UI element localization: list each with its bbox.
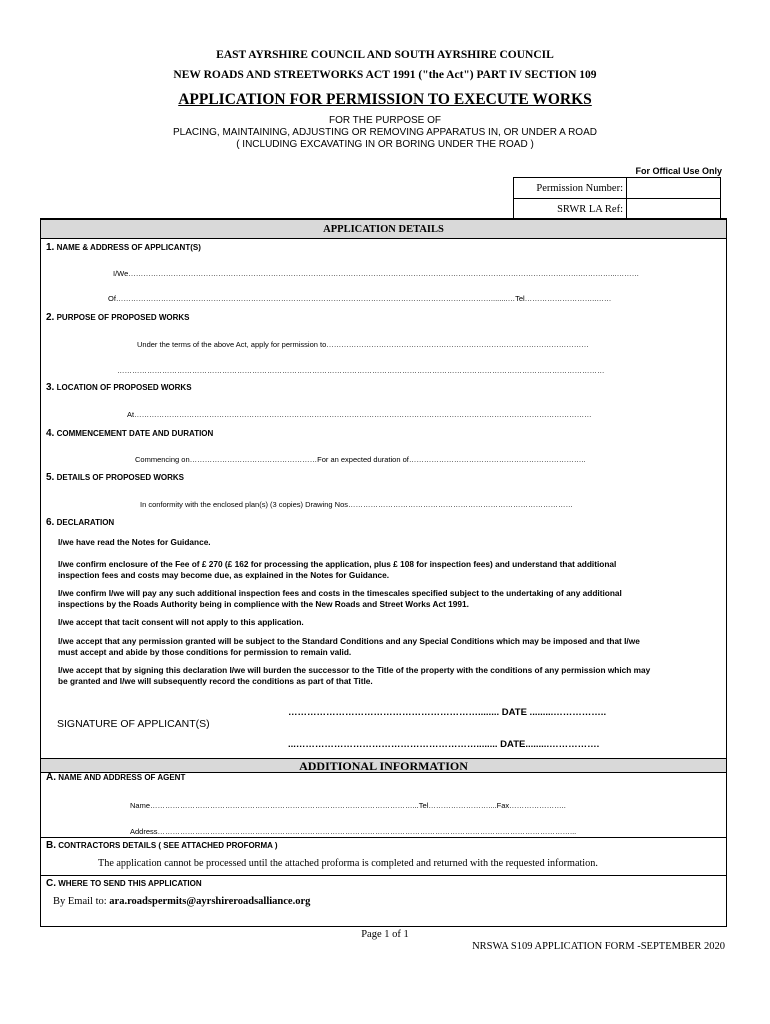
signature-line-1[interactable]: ……………………………………………………........ DATE .........…………….. (288, 707, 607, 718)
agent-name-field[interactable]: Name……………………………………………………………………………………………...Tel……………………....Fax………………….. (130, 801, 566, 810)
purpose-line-2: PLACING, MAINTAINING, ADJUSTING OR REMOVING APPARATUS IN, OR UNDER A ROAD (173, 127, 597, 138)
purpose-field[interactable]: Under the terms of the above Act, apply for permission to…………………………………………………………………………………………… (137, 340, 589, 349)
srwr-ref-label: SRWR LA Ref: (514, 199, 627, 220)
email-prefix: By Email to: (53, 896, 107, 907)
location-field[interactable]: At………………………………………………………………………………………………………………………………………………………………… (127, 410, 592, 419)
divider-b (41, 837, 726, 838)
section-4-title: COMMENCEMENT DATE AND DURATION (56, 429, 214, 438)
signature-label: SIGNATURE OF APPLICANT(S) (57, 718, 210, 730)
applicant-name-field[interactable]: I/We……………………………………………………………………………………………………………………………………………………………….…………...……… (113, 269, 640, 278)
official-use-table (513, 177, 721, 220)
commencement-duration-field[interactable]: Commencing on……………………………………………For an expected duration of…………………………………………………………….. (135, 455, 586, 464)
section-1-heading (46, 242, 201, 253)
section-b-heading (46, 840, 278, 851)
section-2-title: PURPOSE OF PROPOSED WORKS (56, 313, 190, 322)
section-2-number: 2. (46, 312, 55, 323)
official-use-label: For Offical Use Only (635, 166, 722, 176)
section-a-letter: A. (46, 772, 56, 783)
council-heading: EAST AYRSHIRE COUNCIL AND SOUTH AYRSHIRE COUNCIL (216, 49, 554, 61)
purpose-line-1: FOR THE PURPOSE OF (328, 115, 442, 126)
declaration-fee: I/we confirm enclosure of the Fee of £ 270 (£ 162 for processing the application, plus £ 108 for inspection fees) and understand that additional inspection fees and costs may become due, as explained in the Notes for Guidance. (58, 559, 617, 580)
form-title: APPLICATION FOR PERMISSION TO EXECUTE WORKS (178, 91, 592, 108)
section-c-heading (46, 878, 202, 889)
page-number: Page 1 of 1 (361, 929, 409, 940)
drawing-numbers-field[interactable]: In conformity with the enclosed plan(s) (3 copies) Drawing Nos……………………………………………………………………………… (140, 500, 574, 509)
email-link[interactable]: ara.roadspermits@ayrshireroadsalliance.org (109, 896, 311, 907)
permission-number-field[interactable] (627, 178, 721, 199)
section-4-number: 4. (46, 428, 55, 439)
form-identifier: NRSWA S109 APPLICATION FORM -SEPTEMBER 2020 (472, 941, 725, 952)
declaration-tacit-consent: I/we accept that tacit consent will not apply to this application. (58, 617, 304, 627)
contractor-proforma-note: The application cannot be processed until the attached proforma is completed and returned with the requested information. (98, 858, 598, 869)
signature-line-2[interactable]: ...…………………………………………………........ DATE.........……………. (288, 739, 600, 750)
section-b-title: CONTRACTORS DETAILS ( SEE ATTACHED PROFORMA ) (58, 841, 278, 850)
section-3-number: 3. (46, 382, 55, 393)
section-3-title: LOCATION OF PROPOSED WORKS (56, 383, 192, 392)
declaration-additional-fees: I/we confirm I/we will pay any such additional inspection fees and costs in the timescales specified subject to the undertaking of any additional inspections by the Roads Authority being in complience with the New Roads and Street Works Act 1991. (58, 588, 622, 609)
additional-information-heading: ADDITIONAL INFORMATION (41, 758, 726, 773)
section-6-heading (46, 517, 114, 528)
act-heading: NEW ROADS AND STREETWORKS ACT 1991 ("the Act") PART IV SECTION 109 (173, 69, 597, 81)
section-a-title: NAME AND ADDRESS OF AGENT (58, 773, 186, 782)
section-5-title: DETAILS OF PROPOSED WORKS (56, 473, 184, 482)
declaration-conditions: I/we accept that any permission granted will be subject to the Standard Conditions and any Special Conditions which may be imposed and that I/we must accept and abide by those conditions for permission to remain valid. (58, 636, 640, 657)
section-4-heading (46, 428, 213, 439)
divider-c (41, 875, 726, 876)
section-b-letter: B. (46, 840, 56, 851)
section-c-title: WHERE TO SEND THIS APPLICATION (58, 879, 202, 888)
declaration-title-burden: I/we accept that by signing this declaration I/we will burden the successor to the Title of the property with the conditions of any permission which may be granted and I/we will subsequently record the conditions as part of that Title. (58, 665, 651, 686)
purpose-line-3: ( INCLUDING EXCAVATING IN OR BORING UNDER THE ROAD ) (236, 139, 534, 150)
application-details-heading: APPLICATION DETAILS (41, 219, 726, 239)
section-1-title: NAME & ADDRESS OF APPLICANT(S) (56, 243, 201, 252)
agent-address-field[interactable]: Address…………………………………………………………………………………………………………………………………………………... (130, 827, 577, 836)
section-6-number: 6. (46, 517, 55, 528)
section-c-letter: C. (46, 878, 56, 889)
email-instruction (53, 896, 310, 907)
section-2-heading (46, 312, 189, 323)
section-a-heading (46, 772, 185, 783)
section-5-number: 5. (46, 472, 55, 483)
srwr-ref-field[interactable] (627, 199, 721, 220)
purpose-field-continued[interactable]: …………………………………………………………………………………………………………………………………………………………………………… (117, 366, 605, 375)
permission-number-label: Permission Number: (514, 178, 627, 199)
section-3-heading (46, 382, 192, 393)
applicant-address-field[interactable]: Of……………………………………………………………………………………………………………………………………........…Tel………………………..…… (108, 294, 612, 303)
declaration-notes: I/we have read the Notes for Guidance. (58, 537, 211, 547)
section-1-number: 1. (46, 242, 55, 253)
section-6-title: DECLARATION (56, 518, 115, 527)
section-5-heading (46, 472, 184, 483)
